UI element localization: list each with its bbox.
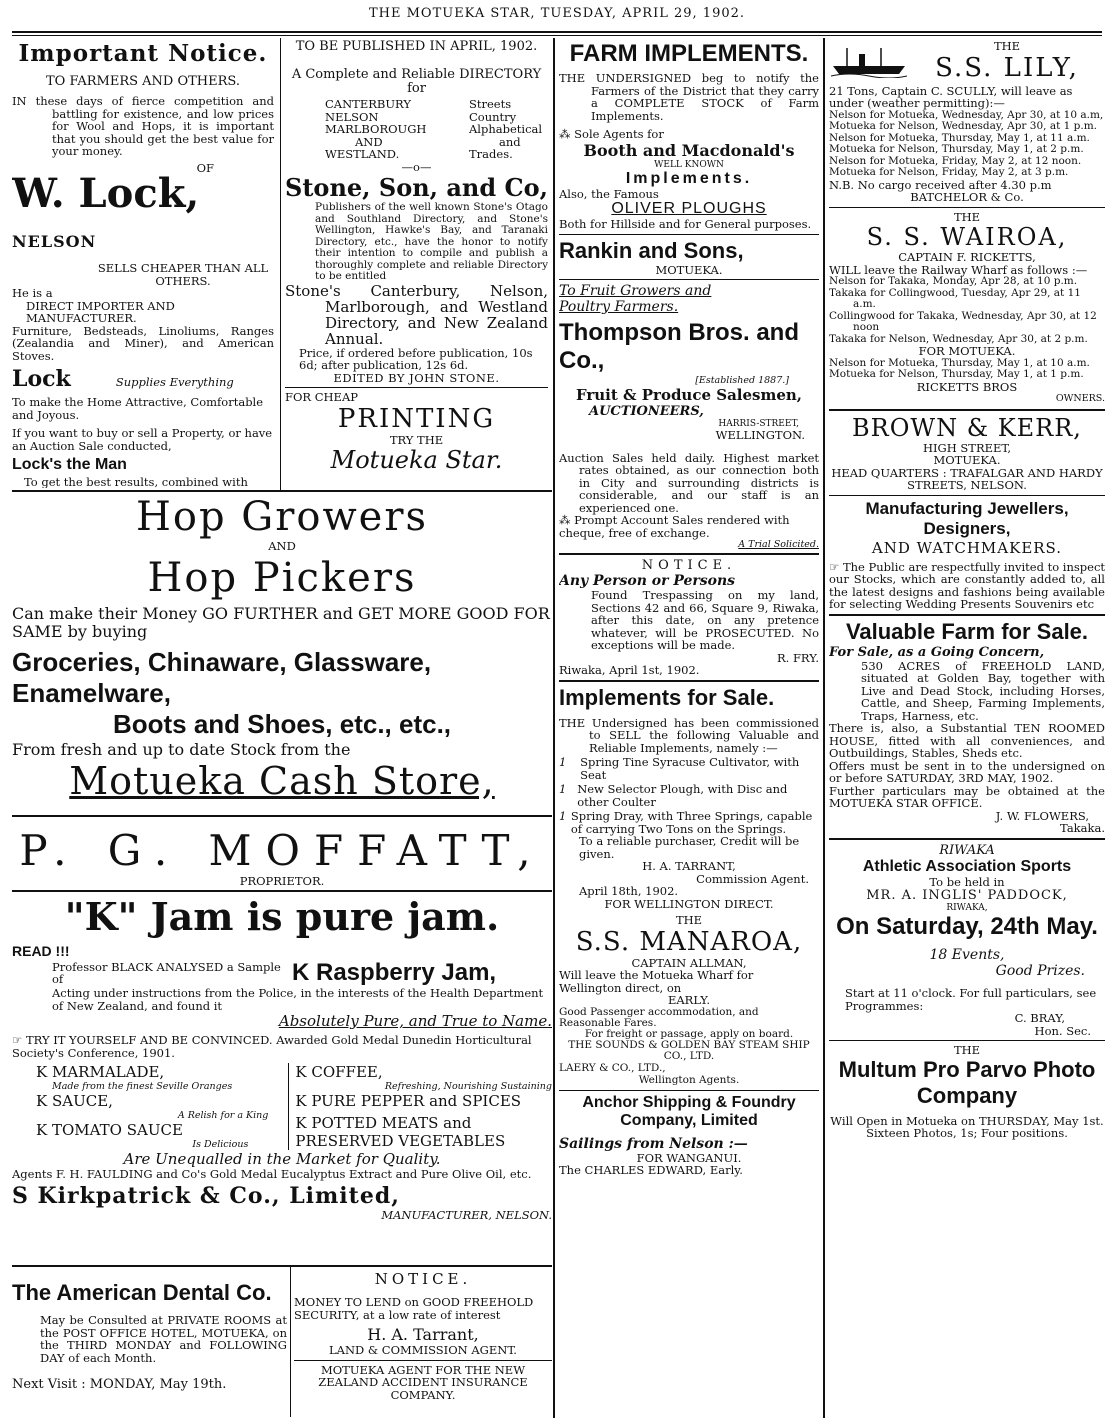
bray-sig: C. BRAY,: [1014, 1011, 1065, 1025]
early-text: EARLY.: [667, 993, 711, 1007]
home-attractive: To make the Home Attractive, Comfortable and Joyous.: [12, 395, 264, 422]
motueka-schedule: Nelson for Motueka, Thursday, May 1, at 10 a.m. Motueka for Nelson, Thursday, May 1, at 1 p.m.: [829, 356, 1090, 380]
farm-body: THE UNDERSIGNED beg to notify the Farmers of the District that they carry a COMPLETE STOCK of Farm Implements.: [559, 71, 819, 123]
column-rule: [290, 1267, 291, 1417]
trespassing: Found Trespassing on my land, Sections 42 and 66, Square 9, Riwaka, after this date, on any pretence whatever, will be PROSECUTED. No exceptions will be made.: [591, 588, 819, 652]
nelson-text: NELSON: [12, 232, 97, 251]
further-particulars: Further particulars may be obtained at the MOTUEKA STAR OFFICE.: [829, 783, 1105, 810]
moffatt-name: P. G. MOFFATT,: [19, 826, 545, 875]
fresh-stock: From fresh and up to date Stock from the: [12, 739, 351, 759]
no-cargo: N.B. No cargo received after 4.30 p.m: [829, 177, 1052, 192]
freight-text: For freight or passage, apply on board.: [584, 1027, 794, 1040]
he-is-a: He is a: [12, 286, 53, 300]
printing-heading: PRINTING: [337, 403, 496, 434]
supplies-everything: Supplies Everything: [115, 375, 234, 389]
lily-title: S.S. LILY,: [935, 52, 1079, 83]
locks-the-man: Lock's the Man: [12, 456, 127, 473]
section-rule: [12, 1265, 552, 1267]
steamship-icon: [829, 44, 909, 78]
to-be-published: TO BE PUBLISHED IN APRIL, 1902.: [295, 40, 538, 54]
land-agent: LAND & COMMISSION AGENT.: [329, 1343, 517, 1357]
for-cheap: FOR CHEAP: [285, 390, 358, 404]
undersigned-text: THE Undersigned has been commissioned to SELL the following Valuable and Reliable Implements, namely :—: [559, 715, 819, 755]
farm-implements-title: FARM IMPLEMENTS.: [569, 40, 809, 67]
will-leave: Will leave the Motueka Wharf for Wellington direct, on: [559, 968, 754, 995]
acting-text: Acting under instructions from the Police, in the interests of the Health Department of New Zealand, and found it: [52, 986, 544, 1013]
brown-kerr: BROWN & KERR,: [852, 413, 1082, 442]
hop-growers-heading: Hop Growers: [136, 494, 428, 540]
direct-importer: DIRECT IMPORTER AND MANUFACTURER.: [26, 298, 175, 325]
moffatt-block: [12, 826, 552, 886]
money-to-lend: MONEY TO LEND on GOOD FREEHOLD SECURITY, at a low rate of interest: [294, 1295, 534, 1322]
manufacturer-nelson: MANUFACTURER, NELSON.: [381, 1207, 552, 1222]
harris-street: HARRIS-STREET,: [718, 419, 799, 429]
column-four: [829, 40, 1105, 1420]
k-products-right: K COFFEE, Refreshing, Nourishing Sustaining K PURE PEPPER and SPICES K POTTED MEATS and PRESERVED VEGETABLES: [295, 1063, 552, 1150]
column-rule: [553, 38, 555, 1418]
column-rule: [280, 38, 281, 490]
the-text-3: THE: [953, 1043, 981, 1057]
owners: OWNERS.: [1055, 393, 1105, 404]
stone-son-title: Stone, Son, and Co,: [285, 173, 548, 202]
thompson-bros: Thompson Bros. and Co.,: [559, 319, 799, 374]
complete-directory: A Complete and Reliable DIRECTORY for: [291, 67, 542, 96]
auction-body: Auction Sales held daily. Highest market rates obtained, as our connection both in City and surrounding districts is considerable, and our staff is an experienced one.: [559, 450, 819, 515]
dental-title: The American Dental Co.: [12, 1280, 272, 1305]
takaka: Takaka.: [1060, 821, 1105, 835]
offers-text: Offers must be sent in to the undersigned on or before SATURDAY, 3RD MAY, 1902.: [829, 758, 1105, 785]
rankin-sons: Rankin and Sons,: [559, 237, 744, 263]
captain-allman: CAPTAIN ALLMAN,: [631, 955, 747, 970]
pointing-hand-icon: ☞: [12, 1033, 23, 1047]
directory-places: CANTERBURY NELSON MARLBOROUGH AND WESTLAND.: [325, 97, 427, 161]
ricketts-bros: RICKETTS BROS: [916, 379, 1018, 394]
column-rule: [823, 38, 825, 1418]
insurance-agent: MOTUEKA AGENT FOR THE NEW ZEALAND ACCIDENT INSURANCE COMPANY.: [318, 1362, 528, 1402]
stone-directory-advert: [285, 40, 548, 488]
credit-text: To a reliable purchaser, Credit will be given.: [579, 834, 800, 861]
motueka-text: MOTUEKA.: [655, 262, 723, 277]
section-rule: [12, 890, 552, 892]
column-three: FARM IMPLEMENTS. THE UNDERSIGNED beg to notify the Farmers of the District that they carry a COMPLETE STOCK of Farm Implements. ⁂ Sole Agents for Booth and Macdonald's WELL KNOWN Implements. Also, the Famous OLIVER PLOUGHS Both for Hillside and for General purposes. Rankin and Sons, MOTUEKA. To Fruit Growers and Poultry Farmers. Thompson Bros. and Co., [Established 1887.] Fruit & Produce Salesmen, AUCTIONEERS, HARRIS-STREET, WELLINGTON. Auction Sales held daily. Highest market rates obtained, as our connection both in City and surrounding districts is considerable, and our staff is an experienced one. ⁂ Prompt Account Sales rendered with cheque, free of exchange. A Trial Solicited. NOTICE. Any Person or Persons Found Trespassing on my land, Sections 42 and 66, Square 9, Riwaka, after this date, on any pretence whatever, will be PROSECUTED. No exceptions will be made. R. FRY. Riwaka, April 1st, 1902. Implements for Sale. THE Undersigned has been commissioned to SELL the following Valuable and Reliable Implements, namely :— 1 Spring Tine Syracuse Cultivator, with Seat 1 New Selector Plough, with Disc and other Coulter 1 Spring Dray, with Three Springs, capable of carrying Two Tons on the Springs. To a reliable purchaser, Credit will be given. H. A. TARRANT, Commission Agent. April 18th, 1902. FOR WELLINGTON DIRECT. THE S.S. MANAROA, CAPTAIN ALLMAN, Will leave the Motueka Wharf for Wellington direct, on EARLY. Good Passenger accommodation, and Reasonable Fares. For freight or passage, apply on board. THE SOUNDS & GOLDEN BAY STEAM SHIP CO., LTD. LAERY & CO., LTD., Wellington Agents. Anchor Shipping & Foundry Company, Limited Sailings from Nelson :— FOR WANGANUI. The CHARLES EDWARD, Early.: [559, 40, 819, 1177]
motueka-star-script: Motueka Star.: [330, 446, 503, 474]
directory-kinds: Streets Country Alphabetical and Trades.: [469, 97, 543, 161]
public-invited: The Public are respectfully invited to inspect our Stocks, which are constantly added to, all the latest designs and fashions being available for selecting Wedding Presents Souvenirs etc: [829, 559, 1105, 611]
poultry-farmers: Poultry Farmers.: [559, 299, 679, 315]
sounds-company: THE SOUNDS & GOLDEN BAY STEAM SHIP CO., LTD.: [568, 1038, 810, 1062]
oliver-ploughs: OLIVER PLOUGHS: [611, 200, 767, 217]
fruit-salesmen: Fruit & Produce Salesmen,: [575, 386, 803, 404]
wellington-text: WELLINGTON.: [715, 428, 805, 442]
try-it-text: TRY IT YOURSELF AND BE CONVINCED. Awarded Gold Medal Dunedin Horticultural Society's Conference, 1901.: [12, 1033, 532, 1060]
boots-shoes-line: Boots and Shoes, etc., etc.,: [112, 708, 452, 739]
implements-for-sale: Implements for Sale.: [559, 684, 775, 710]
also-famous: Also, the Famous: [559, 186, 659, 201]
any-person: Any Person or Persons: [559, 573, 736, 589]
lock-logo: Lock: [12, 366, 71, 392]
pointing-hand-icon: ☞: [829, 559, 840, 574]
money-notice: [294, 1270, 552, 1418]
tarrant-sig: H. A. TARRANT,: [642, 859, 736, 873]
riwaka-sub: RIWAKA,: [946, 903, 988, 913]
batchelor: BATCHELOR & Co.: [910, 190, 1024, 204]
valuable-farm: Valuable Farm for Sale.: [845, 618, 1089, 644]
wairoa-schedule: Nelson for Takaka, Monday, Apr 28, at 10 p.m. Takaka for Collingwood, Tuesday, Apr 29, at 11 a.m. Collingwood for Takaka, Wednesday, Apr 30, at 12 noon Takaka for Nelson, Wednesday, Apr 30, at 2 p.m.: [829, 275, 1097, 345]
k-products-left: K MARMALADE, Made from the finest Seville Oranges K SAUCE, A Relish for a King K TOMATO SAUCE Is Delicious: [12, 1063, 289, 1150]
asterism-icon: ⁂: [559, 127, 571, 141]
april-18: April 18th, 1902.: [579, 884, 679, 898]
hop-pickers-heading: Hop Pickers: [147, 554, 417, 601]
asterism-icon: ⁂: [559, 513, 571, 527]
masthead: THE MOTUEKA STAR, TUESDAY, APRIL 29, 1902.: [368, 6, 746, 21]
r-fry: R. FRY.: [776, 650, 819, 665]
divider-o: —o—: [401, 159, 432, 174]
k-jam-advert: [12, 894, 552, 1262]
fruit-growers: To Fruit Growers and: [559, 283, 712, 299]
sixteen-photos: Sixteen Photos, 1s; Four positions.: [866, 1126, 1068, 1140]
cash-store-heading: Motueka Cash Store,: [69, 758, 495, 803]
dental-body: May be Consulted at PRIVATE ROOMS at the POST OFFICE HOTEL, MOTUEKA, on the THIRD MONDAY and FOLLOWING DAY of each Month.: [40, 1313, 287, 1365]
kirkpatrick-name: S Kirkpatrick & Co., Limited,: [12, 1182, 400, 1209]
competition-text: IN these days of fierce competition and battling for existence, and low prices for Wool and Hops, it is important that you should get the best value for your money.: [12, 94, 274, 158]
lock-advert: [12, 40, 274, 488]
flowers-sig: J. W. FLOWERS,: [995, 808, 1089, 823]
implements-word: Implements.: [625, 169, 753, 187]
trial-solicited: A Trial Solicited.: [738, 539, 819, 550]
notice-title: NOTICE.: [374, 1270, 472, 1288]
manaroa-title: S.S. MANAROA,: [575, 926, 803, 957]
unequalled: Are Unequalled in the Market for Quality.: [123, 1150, 441, 1168]
agents-text: Agents F. H. FAULDING and Co's Gold Medal Eucalyptus Extract and Pure Olive Oil, etc.: [12, 1167, 532, 1181]
best-results: To get the best results, combined with: [24, 475, 248, 488]
for-wanganui: FOR WANGANUI.: [636, 1150, 742, 1165]
sells-cheaper: SELLS CHEAPER THAN ALL OTHERS.: [97, 261, 269, 288]
well-known: WELL KNOWN: [654, 159, 724, 170]
lily-tons: 21 Tons, Captain C. SCULLY, will leave as under (weather permitting):—: [829, 83, 1073, 110]
list-item: New Selector Plough, with Disc and other Coulter: [577, 782, 788, 809]
wellington-direct: FOR WELLINGTON DIRECT.: [604, 896, 774, 911]
wellington-agents: Wellington Agents.: [638, 1074, 740, 1086]
saturday-24-may: On Saturday, 24th May.: [836, 913, 1098, 940]
lily-schedule: Nelson for Motueka, Wednesday, Apr 30, at 10 a.m, Motueka for Nelson, Wednesday, Apr 30, at 1 p.m. Nelson for Motueka, Thursday, May 1, at 11 a.m. Motueka for Nelson, Thursday, May 1, at 2 p.m. Nelson for Motueka, Friday, May 2, at 12 noon. Motueka for Nelson, Friday, May 2, at 3 p.m.: [829, 108, 1104, 178]
furniture-text: Furniture, Bedsteads, Linoliums, Ranges (Zealandia and Miner), and American Stoves.: [12, 323, 274, 363]
charles-edward: The CHARLES EDWARD, Early.: [559, 1163, 743, 1177]
canterbury-directory: Stone's Canterbury, Nelson, Marlborough, and Westland Directory, and New Zealand Annual.: [285, 281, 548, 348]
money-further-text: Can make their Money GO FURTHER and GET MORE GOOD FOR SAME by buying: [12, 603, 550, 641]
sole-agents: Sole Agents for: [574, 127, 664, 141]
acres-text: 530 ACRES of FREEHOLD LAND, situated at Golden Bay, together with Live and Dead Stock, including Horses, Cattle, and Sheep, Farming Implements, Traps, Harness, etc.: [861, 658, 1105, 723]
hillside: Both for Hillside and for General purposes.: [559, 217, 812, 231]
to-be-held: To be held in: [929, 874, 1005, 889]
important-notice-title: Important Notice.: [18, 40, 268, 67]
the-text: THE: [993, 40, 1021, 53]
k-jam-headline: "K" Jam is pure jam.: [64, 894, 500, 939]
masthead-rule-2: [12, 35, 1102, 36]
groceries-line: Groceries, Chinaware, Glassware, Enamelware,: [12, 646, 432, 708]
commission-agent: Commission Agent.: [696, 871, 809, 886]
the-text: THE: [675, 913, 703, 927]
anchor-shipping: Anchor Shipping & Foundry Company, Limited: [582, 1093, 796, 1129]
established: [Established 1887.]: [695, 375, 789, 386]
list-item: Spring Tine Syracuse Cultivator, with Seat: [580, 755, 800, 782]
railway-wharf: WILL leave the Railway Wharf as follows :—: [829, 262, 1088, 277]
next-visit: Next Visit : MONDAY, May 19th.: [12, 1377, 227, 1392]
auctioneers: AUCTIONEERS,: [589, 404, 704, 419]
high-street: HIGH STREET,: [922, 440, 1012, 455]
sailings-nelson: Sailings from Nelson :—: [559, 1135, 748, 1152]
events: 18 Events,: [929, 947, 1005, 963]
will-open: Will Open in Motueka on THURSDAY, May 1st.: [830, 1113, 1104, 1128]
try-the: TRY THE: [389, 432, 444, 447]
hon-sec: Hon. Sec.: [1034, 1023, 1091, 1038]
tarrant-name: H. A. Tarrant,: [367, 1325, 479, 1344]
start-time: Start at 11 o'clock. For full particulars, see Programmes:: [845, 986, 1097, 1013]
captain-ricketts: CAPTAIN F. RICKETTS,: [898, 250, 1036, 264]
proprietor: PROPRIETOR.: [239, 874, 325, 886]
buy-sell-text: If you want to buy or sell a Property, or have an Auction Sale conducted,: [12, 426, 273, 453]
section-rule: [12, 490, 552, 492]
watchmakers: AND WATCHMAKERS.: [871, 538, 1063, 557]
notice-heading: NOTICE.: [641, 558, 737, 573]
absolutely-pure: Absolutely Pure, and True to Name.: [278, 1012, 552, 1030]
list-item: Spring Dray, with Three Springs, capable of carrying Two Tons on the Springs.: [570, 809, 813, 836]
raspberry-jam: K Raspberry Jam,: [292, 959, 497, 986]
than-anywhere: [12, 811, 552, 813]
motueka-text: MOTUEKA.: [933, 453, 1001, 467]
publishers-text: Publishers of the well known Stone's Otago and Southland Directory, and Stone's Wellington, Hawke's Bay, and Taranaki Directory, etc., have the honor to notify their intention to compile and publish a thoroughly complete and reliable Directory to be entitled: [315, 201, 548, 282]
hop-growers-advert: [12, 494, 552, 812]
the-text-2: THE: [953, 209, 981, 224]
edited-by: EDITED BY JOHN STONE.: [333, 370, 500, 385]
professor-black: Professor BLACK ANALYSED a Sample of: [52, 959, 281, 986]
dental-advert: [12, 1270, 287, 1418]
booth-macdonald: Booth and Macdonald's: [583, 140, 795, 160]
farmers-subheading: TO FARMERS AND OTHERS.: [46, 74, 240, 89]
price-text: Price, if ordered before publication, 10s 6d; after publication, 12s 6d.: [299, 345, 533, 372]
w-lock-name: W. Lock,: [12, 170, 200, 217]
laery-co: LAERY & CO., LTD.,: [559, 1061, 666, 1074]
read-text: READ !!!: [12, 943, 70, 959]
wairoa-title: S. S. WAIROA,: [866, 223, 1068, 251]
and-text: AND: [268, 539, 296, 553]
prompt-sales: Prompt Account Sales rendered with cheque, free of exchange.: [559, 513, 790, 540]
riwaka-date: Riwaka, April 1st, 1902.: [559, 663, 700, 677]
ten-roomed: There is, also, a Substantial TEN ROOMED HOUSE, fitted with all conveniences, and Outbuildings, Stables, Sheds etc.: [829, 721, 1105, 760]
manufacturing-jewellers: Manufacturing Jewellers, Designers,: [865, 498, 1069, 538]
multum-photo: Multum Pro Parvo Photo Company: [838, 1056, 1096, 1108]
athletic-sports: Athletic Association Sports: [862, 857, 1072, 875]
of-text: OF: [196, 160, 214, 175]
masthead-rule: [12, 31, 1102, 33]
riwaka-heading: RIWAKA: [939, 842, 995, 858]
good-prizes: Good Prizes.: [995, 963, 1085, 979]
for-motueka: FOR MOTUEKA.: [918, 344, 1016, 358]
section-rule: [12, 815, 552, 817]
head-quarters: HEAD QUARTERS : TRAFALGAR AND HARDY STREETS, NELSON.: [831, 465, 1103, 492]
going-concern: For Sale, as a Going Concern,: [829, 644, 1045, 660]
passenger-text: Good Passenger accommodation, and Reasonable Fares.: [559, 1005, 759, 1029]
inglis-paddock: MR. A. INGLIS' PADDOCK,: [866, 888, 1068, 903]
